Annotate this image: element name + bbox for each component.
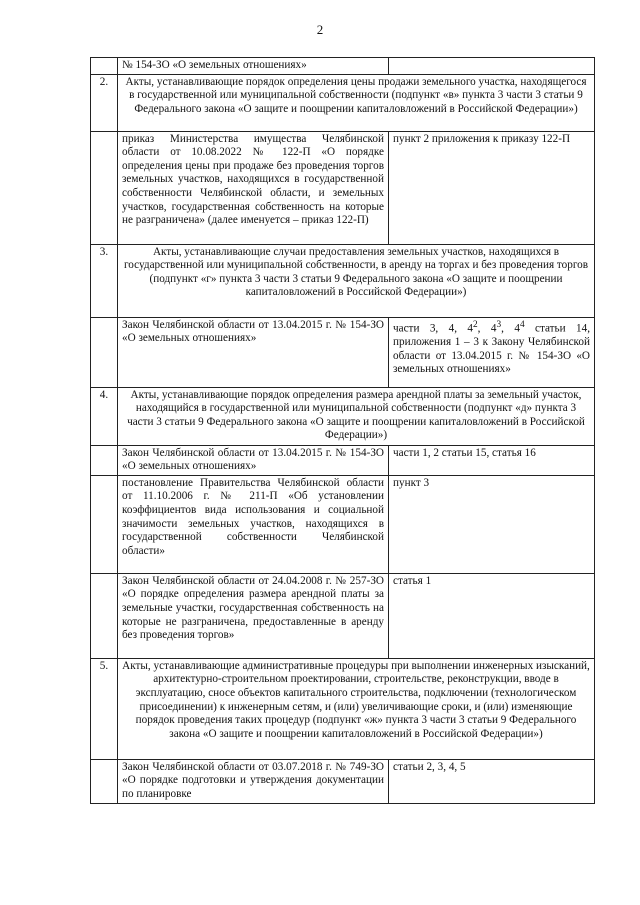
section-header-row [91, 387, 595, 445]
provision-text: части 3, 4, 4 [393, 322, 473, 335]
provision-cell: пункт 3 [389, 475, 595, 573]
provision-text: , 4 [501, 322, 520, 335]
row-number-cell [91, 573, 118, 658]
document-cell: Закон Челябинской области от 24.04.2008 г. № 257-ЗО «О порядке определения размера арендной платы за земельные участки, государственная собственность на которые не разграничена, предоставленные в аренду без проведения торгов» [118, 573, 389, 658]
row-number-cell [91, 445, 118, 475]
section-header-row [91, 74, 595, 131]
row-number-cell [91, 317, 118, 387]
section-header-row [91, 244, 595, 317]
table-row [91, 759, 595, 803]
table-row [91, 573, 595, 658]
provision-text: статьи 14, приложения 1 – 3 к Закону Челябинской области от 13.04.2015 г. № 154-ЗО «О земельных отношениях» [393, 322, 591, 376]
document-cell: Закон Челябинской области от 13.04.2015 г. № 154-ЗО «О земельных отношениях» [118, 317, 389, 387]
provision-cell: части 1, 2 статьи 15, статья 16 [389, 445, 595, 475]
provision-text: , 4 [477, 322, 497, 335]
provision-cell: статья 1 [389, 573, 595, 658]
provision-cell: пункт 2 приложения к приказу 122-П [389, 131, 595, 244]
section-title: Акты, устанавливающие случаи предоставления земельных участков, находящихся в государственной или муниципальной собственности, в аренду на торгах и без проведения торгов (подпункт «г» пункта 3 части 3 статьи 9 Федерального закона «О защите и поощрении капиталовложений в Российской Федерации») [118, 244, 595, 317]
provision-cell: статьи 2, 3, 4, 5 [389, 759, 595, 803]
superscript: 3 [496, 319, 502, 330]
section-header-row [91, 658, 595, 759]
superscript: 2 [473, 319, 478, 330]
row-number-cell [91, 58, 118, 75]
document-cell: приказ Министерства имущества Челябинской области от 10.08.2022 № 122-П «О порядке определения цены при продаже без проведения торгов земельных участков, находящихся в государственной собственности Челябинской области, и земельных участков, государственная собственность на которые не разграничена» (далее именуется – приказ 122-П) [118, 131, 389, 244]
document-cell: Закон Челябинской области от 13.04.2015 г. № 154-ЗО «О земельных отношениях» [118, 445, 389, 475]
table-row-continuation [91, 58, 595, 75]
table-row [91, 131, 595, 244]
provision-cell [389, 58, 595, 75]
section-number: 4. [91, 387, 118, 445]
section-title: Акты, устанавливающие порядок определения размера арендной платы за земельный участок, находящийся в государственной или муниципальной собственности (подпункт «д» пункта 3 части 3 статьи 9 Федерального закона «О защите и поощрении капиталовложений в Российской Федерации») [118, 387, 595, 445]
document-cell: постановление Правительства Челябинской области от 11.10.2006 г. № 211-П «Об установлении коэффициентов вида использования и социальной значимости земельных участков, находящихся в государственной собственности Челябинской области» [118, 475, 389, 573]
document-cell: № 154-ЗО «О земельных отношениях» [118, 58, 389, 75]
section-title: Акты, устанавливающие административные процедуры при выполнении инженерных изысканий, архитектурно-строительном проектировании, строительстве, реконструкции, вводе в эксплуатацию, сносе объектов капитального строительства, подключении (технологическом присоединении) к инженерным сетям, и (или) увеличивающие сроки, и (или) изменяющие порядок проведения таких процедур (подпункт «ж» пункта 3 части 3 статьи 9 Федерального закона «О защите и поощрении капиталовложений в Российской Федерации») [118, 658, 595, 759]
page-number: 2 [316, 22, 324, 37]
table-row [91, 317, 595, 387]
table-row [91, 445, 595, 475]
acts-table [90, 57, 595, 804]
section-title: Акты, устанавливающие порядок определения цены продажи земельного участка, находящегося в государственной или муниципальной собственности (подпункт «в» пункта 3 части 3 статьи 9 Федерального закона «О защите и поощрении капиталовложений в Российской Федерации») [118, 74, 595, 131]
row-number-cell [91, 131, 118, 244]
document-cell: Закон Челябинской области от 03.07.2018 г. № 749-ЗО «О порядке подготовки и утверждения документации по планировке [118, 759, 389, 803]
row-number-cell [91, 475, 118, 573]
section-number: 2. [91, 74, 118, 131]
section-number: 5. [91, 658, 118, 759]
table-row [91, 475, 595, 573]
superscript: 4 [519, 319, 525, 330]
section-number: 3. [91, 244, 118, 317]
row-number-cell [91, 759, 118, 803]
provision-cell [389, 317, 595, 387]
